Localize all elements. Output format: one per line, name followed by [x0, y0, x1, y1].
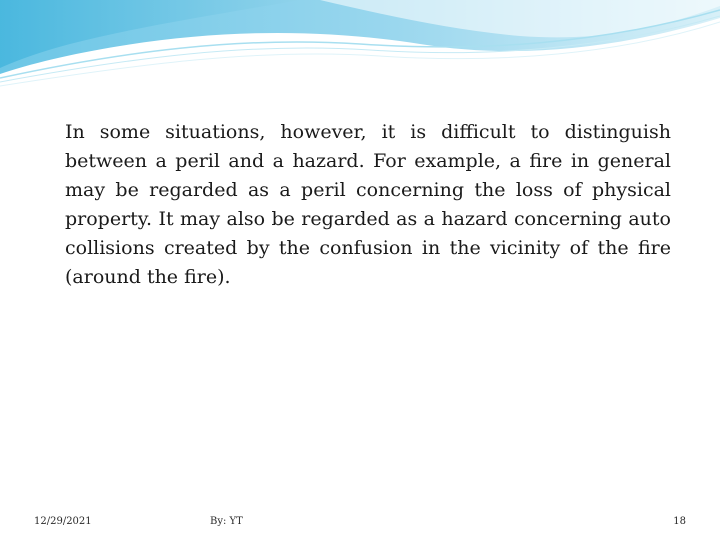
- footer-page-number: 18: [673, 516, 686, 527]
- header-wave-decoration: [0, 0, 720, 90]
- footer-date: 12/29/2021: [34, 516, 92, 527]
- footer-author: By: YT: [210, 516, 243, 527]
- body-text: In some situations, however, it is difficult to distinguish between a peril and a hazard. For example, a fire in general may be regarded as a peril concerning the loss of physical property. It may also be regarded as a hazard concerning auto collisions created by the confusion in the vicinity of the fire (around the fire).: [65, 121, 671, 288]
